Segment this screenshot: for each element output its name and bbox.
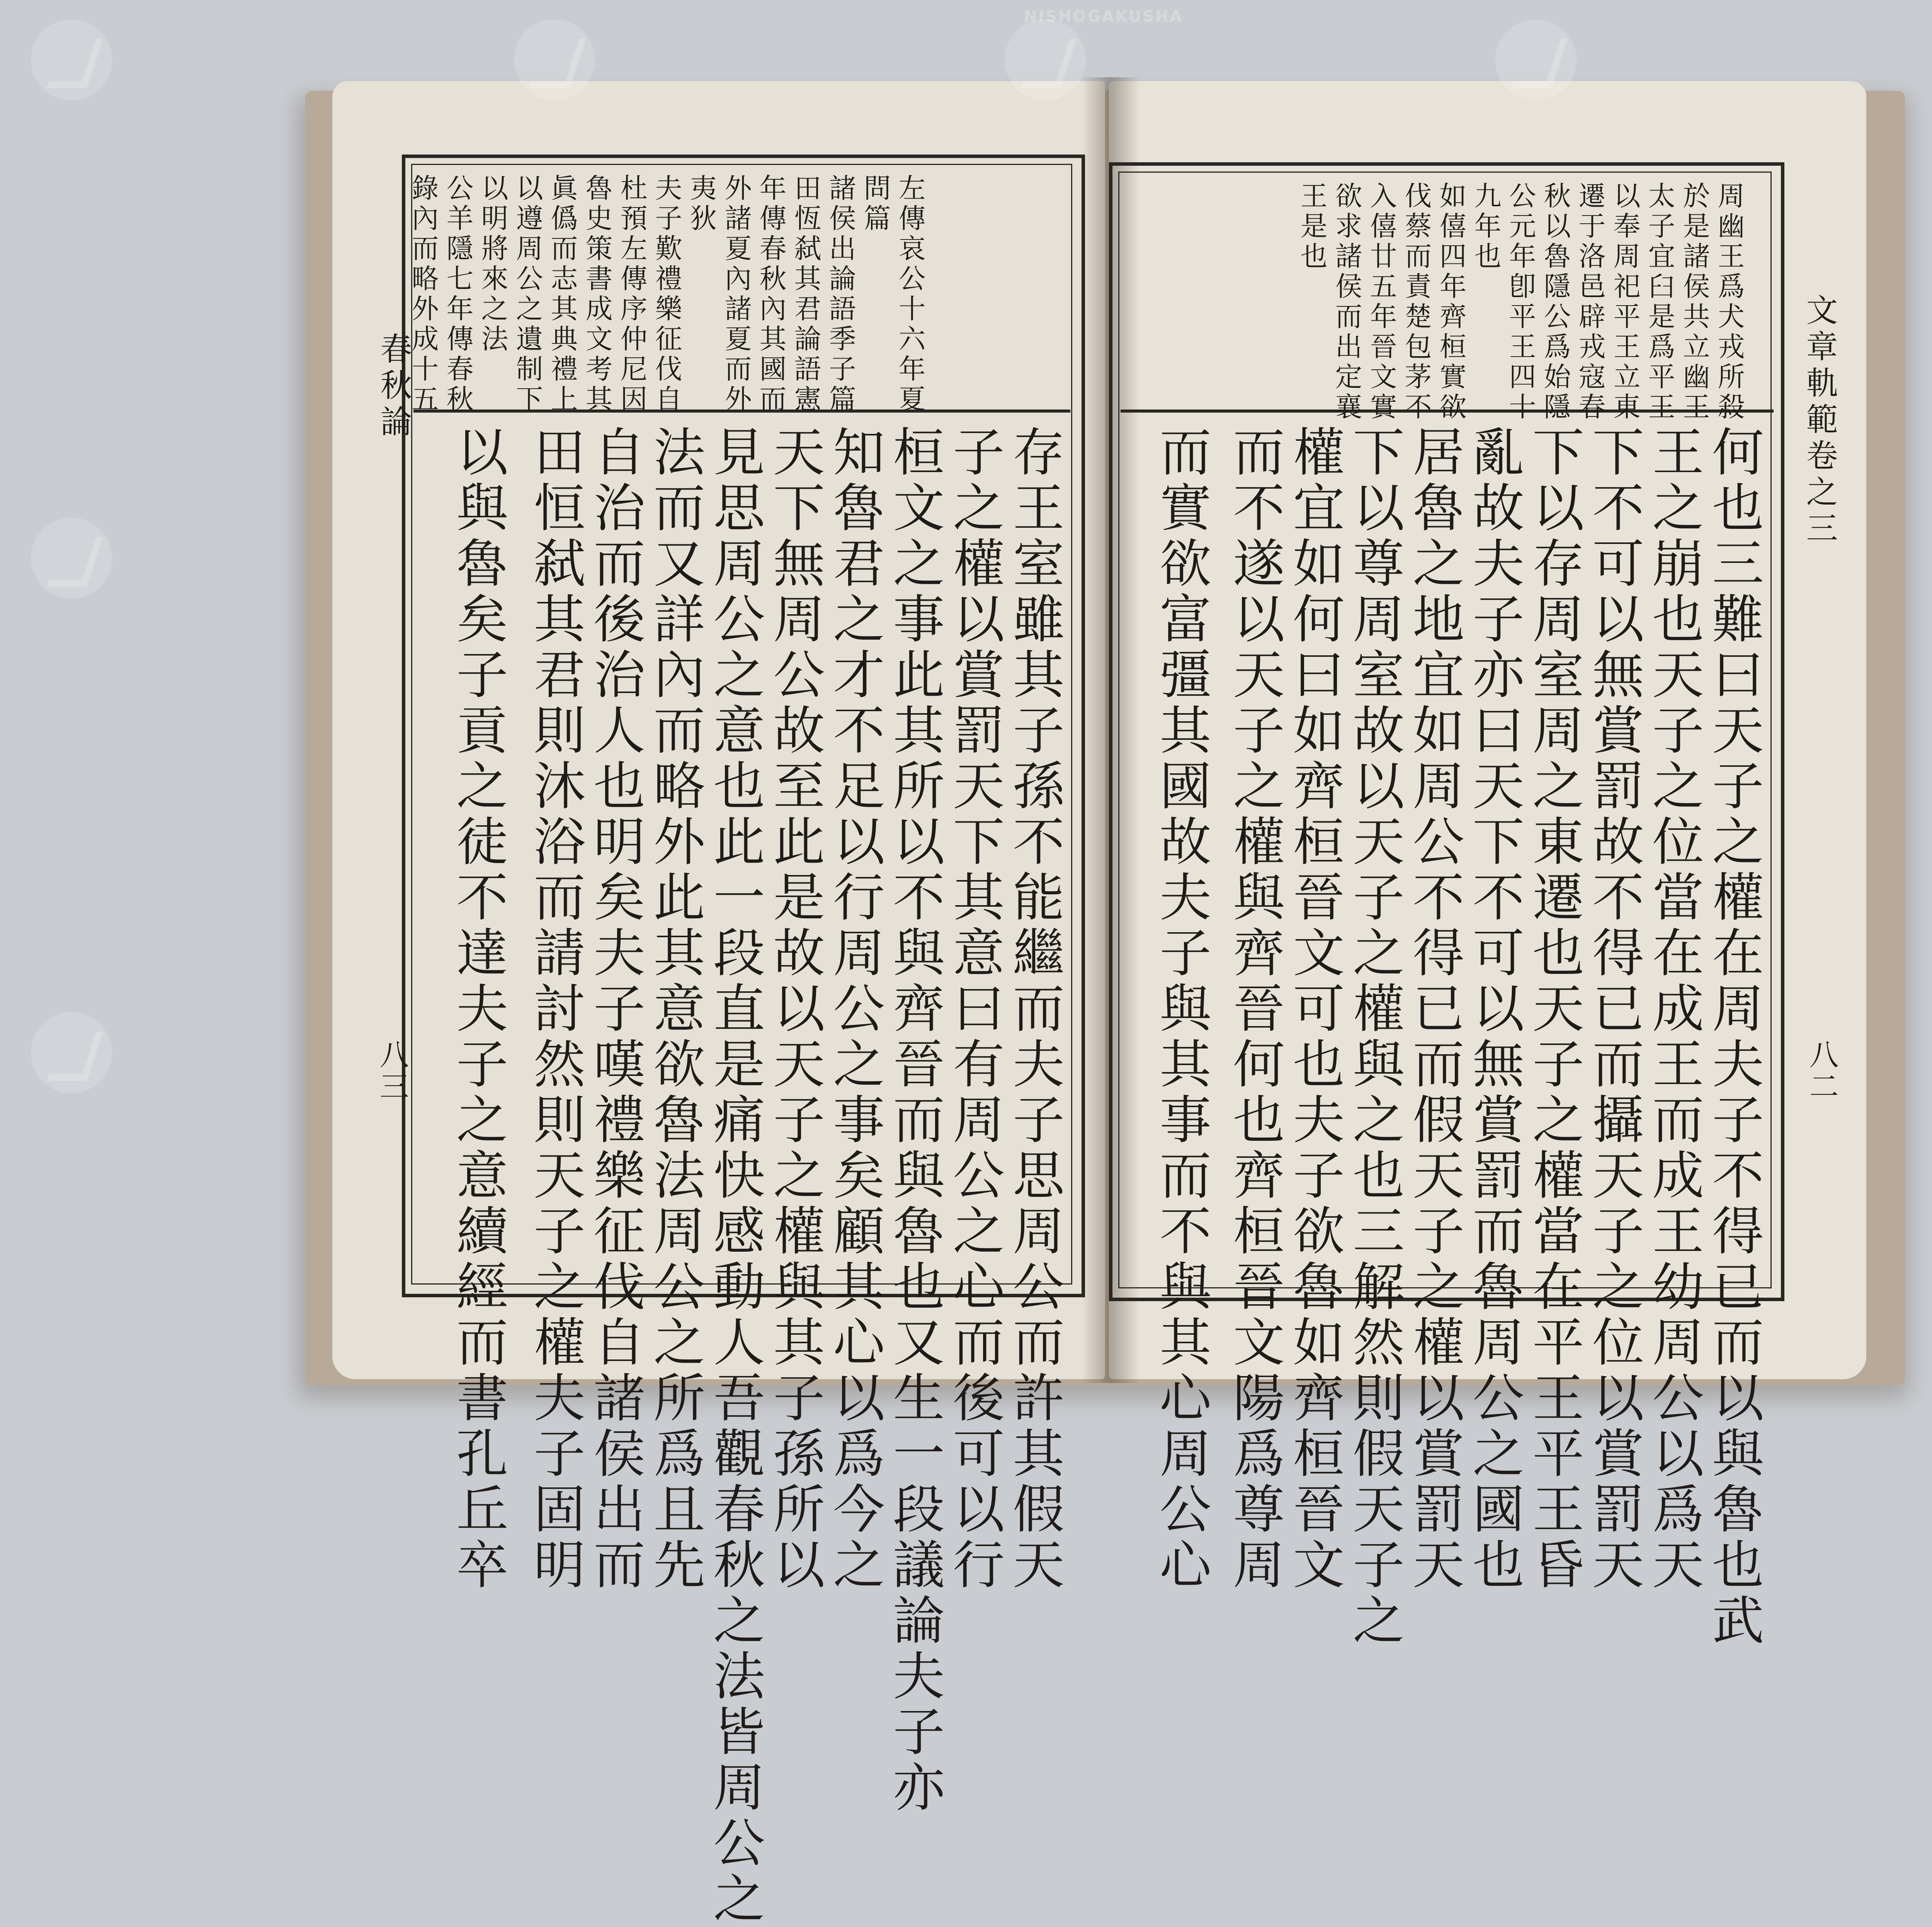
- note-line: 秋以魯隱公爲始隱: [1539, 182, 1571, 423]
- text-column: 居魯之地宜如周公不得已而假天子之權以賞罰天: [1404, 425, 1464, 1593]
- text-column: 田恒弑其君則沐浴而請討然則天子之權夫子固明: [525, 425, 585, 1593]
- text-column: 下以存周室周之東遷也天子之權當在平王平王昏: [1524, 425, 1584, 1593]
- note-line: 欲求諸侯而出定襄: [1331, 182, 1362, 423]
- note-line: 以遵周公之遺制下: [512, 174, 543, 415]
- text-column: 而實欲富彊其國故夫子與其事而不與其心周公心: [1151, 425, 1211, 1593]
- nishogakusha-logo-icon: [31, 518, 112, 599]
- note-line: 外諸夏內諸夏而外: [720, 174, 752, 415]
- note-line: 眞僞而志其典禮上: [546, 174, 578, 415]
- text-column: 而不遂以天子之權與齊晉何也齊桓晉文陽爲尊周: [1225, 425, 1285, 1593]
- text-column: 存王室雖其子孫不能繼而夫子思周公而許其假天: [1004, 425, 1065, 1593]
- left-running-header: 春秋論: [375, 332, 412, 441]
- note-line: 魯史策書成文考其: [581, 174, 613, 415]
- watermark-text: NISHOGAKUSHA: [1024, 8, 1184, 25]
- note-line: 於是諸侯共立幽王: [1679, 182, 1710, 423]
- note-line: 杜預左傳序仲尼因: [616, 174, 648, 415]
- note-line: 入僖廿五年晉文實: [1366, 182, 1397, 423]
- text-column: 知魯君之才不足以行周公之事矣顧其心以爲今之: [825, 425, 885, 1593]
- nishogakusha-logo-icon: [31, 1012, 112, 1093]
- note-line: 以明將來之法: [477, 174, 509, 355]
- text-column: 子之權以賞罰天下其意曰有周公之心而後可以行: [944, 425, 1005, 1593]
- text-column: 天下無周公故至此是故以天子之權與其子孫所以: [765, 425, 825, 1593]
- text-column: 王之崩也天子之位當在成王而成王幼周公以爲天: [1644, 425, 1704, 1593]
- note-line: 九年也: [1470, 182, 1502, 272]
- text-column: 權宜如何曰如齊桓晉文可也夫子欲魯如齊桓晉文: [1284, 425, 1345, 1593]
- note-line: 公元年卽平王四十: [1505, 182, 1536, 423]
- text-column: 下不可以無賞罰故不得已而攝天子之位以賞罰天: [1584, 425, 1644, 1593]
- nishogakusha-logo-icon: [1495, 19, 1577, 100]
- note-line: 田恆弑其君論語憲: [790, 174, 821, 415]
- note-line: 太子宜臼是爲平王: [1644, 182, 1675, 423]
- note-line: 公羊隱七年傳春秋: [442, 174, 474, 415]
- text-column: 法而又詳內而略外此其意欲魯法周公之所爲且先: [645, 425, 705, 1593]
- note-line: 如僖四年齊桓實欲: [1435, 182, 1467, 423]
- note-line: 伐蔡而責楚包茅不: [1400, 182, 1432, 423]
- nishogakusha-logo-icon: [514, 19, 595, 100]
- note-line: 錄內而略外成十五: [407, 174, 439, 415]
- right-page-number: 八二: [1804, 1039, 1839, 1103]
- text-column: 何也三難曰天子之權在周夫子不得已而以與魯也武: [1704, 425, 1764, 1649]
- text-column: 自治而後治人也明矣夫子嘆禮樂征伐自諸侯出而: [585, 425, 645, 1593]
- note-line: 諸侯出論語季子篇: [825, 174, 856, 415]
- text-column: 下以尊周室故以天子之權與之也三解然則假天子之: [1344, 425, 1405, 1649]
- note-line: 夷狄: [685, 174, 717, 234]
- note-line: 以奉周祀平王立東: [1609, 182, 1641, 423]
- note-line: 左傳哀公十六年夏: [894, 174, 926, 415]
- right-running-header: 文章軌範卷之三: [1801, 294, 1838, 548]
- text-column: 見思周公之意也此一段直是痛快感動人吾觀春秋之法皆周公之: [705, 425, 765, 1927]
- note-line: 遷于洛邑辟戎寇春: [1574, 182, 1606, 423]
- nishogakusha-logo-icon: [31, 19, 112, 100]
- text-column: 桓文之事此其所以不與齊晉而與魯也又生一段議論夫子亦: [884, 425, 945, 1816]
- note-line: 夫子歎禮樂征伐自: [651, 174, 682, 415]
- note-line: 問篇: [859, 174, 891, 234]
- note-line: 王是也: [1296, 182, 1328, 272]
- nishogakusha-logo-icon: [1005, 19, 1086, 100]
- text-column: 以與魯矣子貢之徒不達夫子之意續經而書孔丘卒: [448, 425, 508, 1593]
- note-line: 年傳春秋內其國而: [755, 174, 787, 415]
- note-line: 周幽王爲犬戎所殺: [1713, 182, 1745, 423]
- left-page-number: 八三: [375, 1039, 409, 1103]
- text-column: 亂故夫子亦曰天下不可以無賞罰而魯周公之國也: [1464, 425, 1524, 1593]
